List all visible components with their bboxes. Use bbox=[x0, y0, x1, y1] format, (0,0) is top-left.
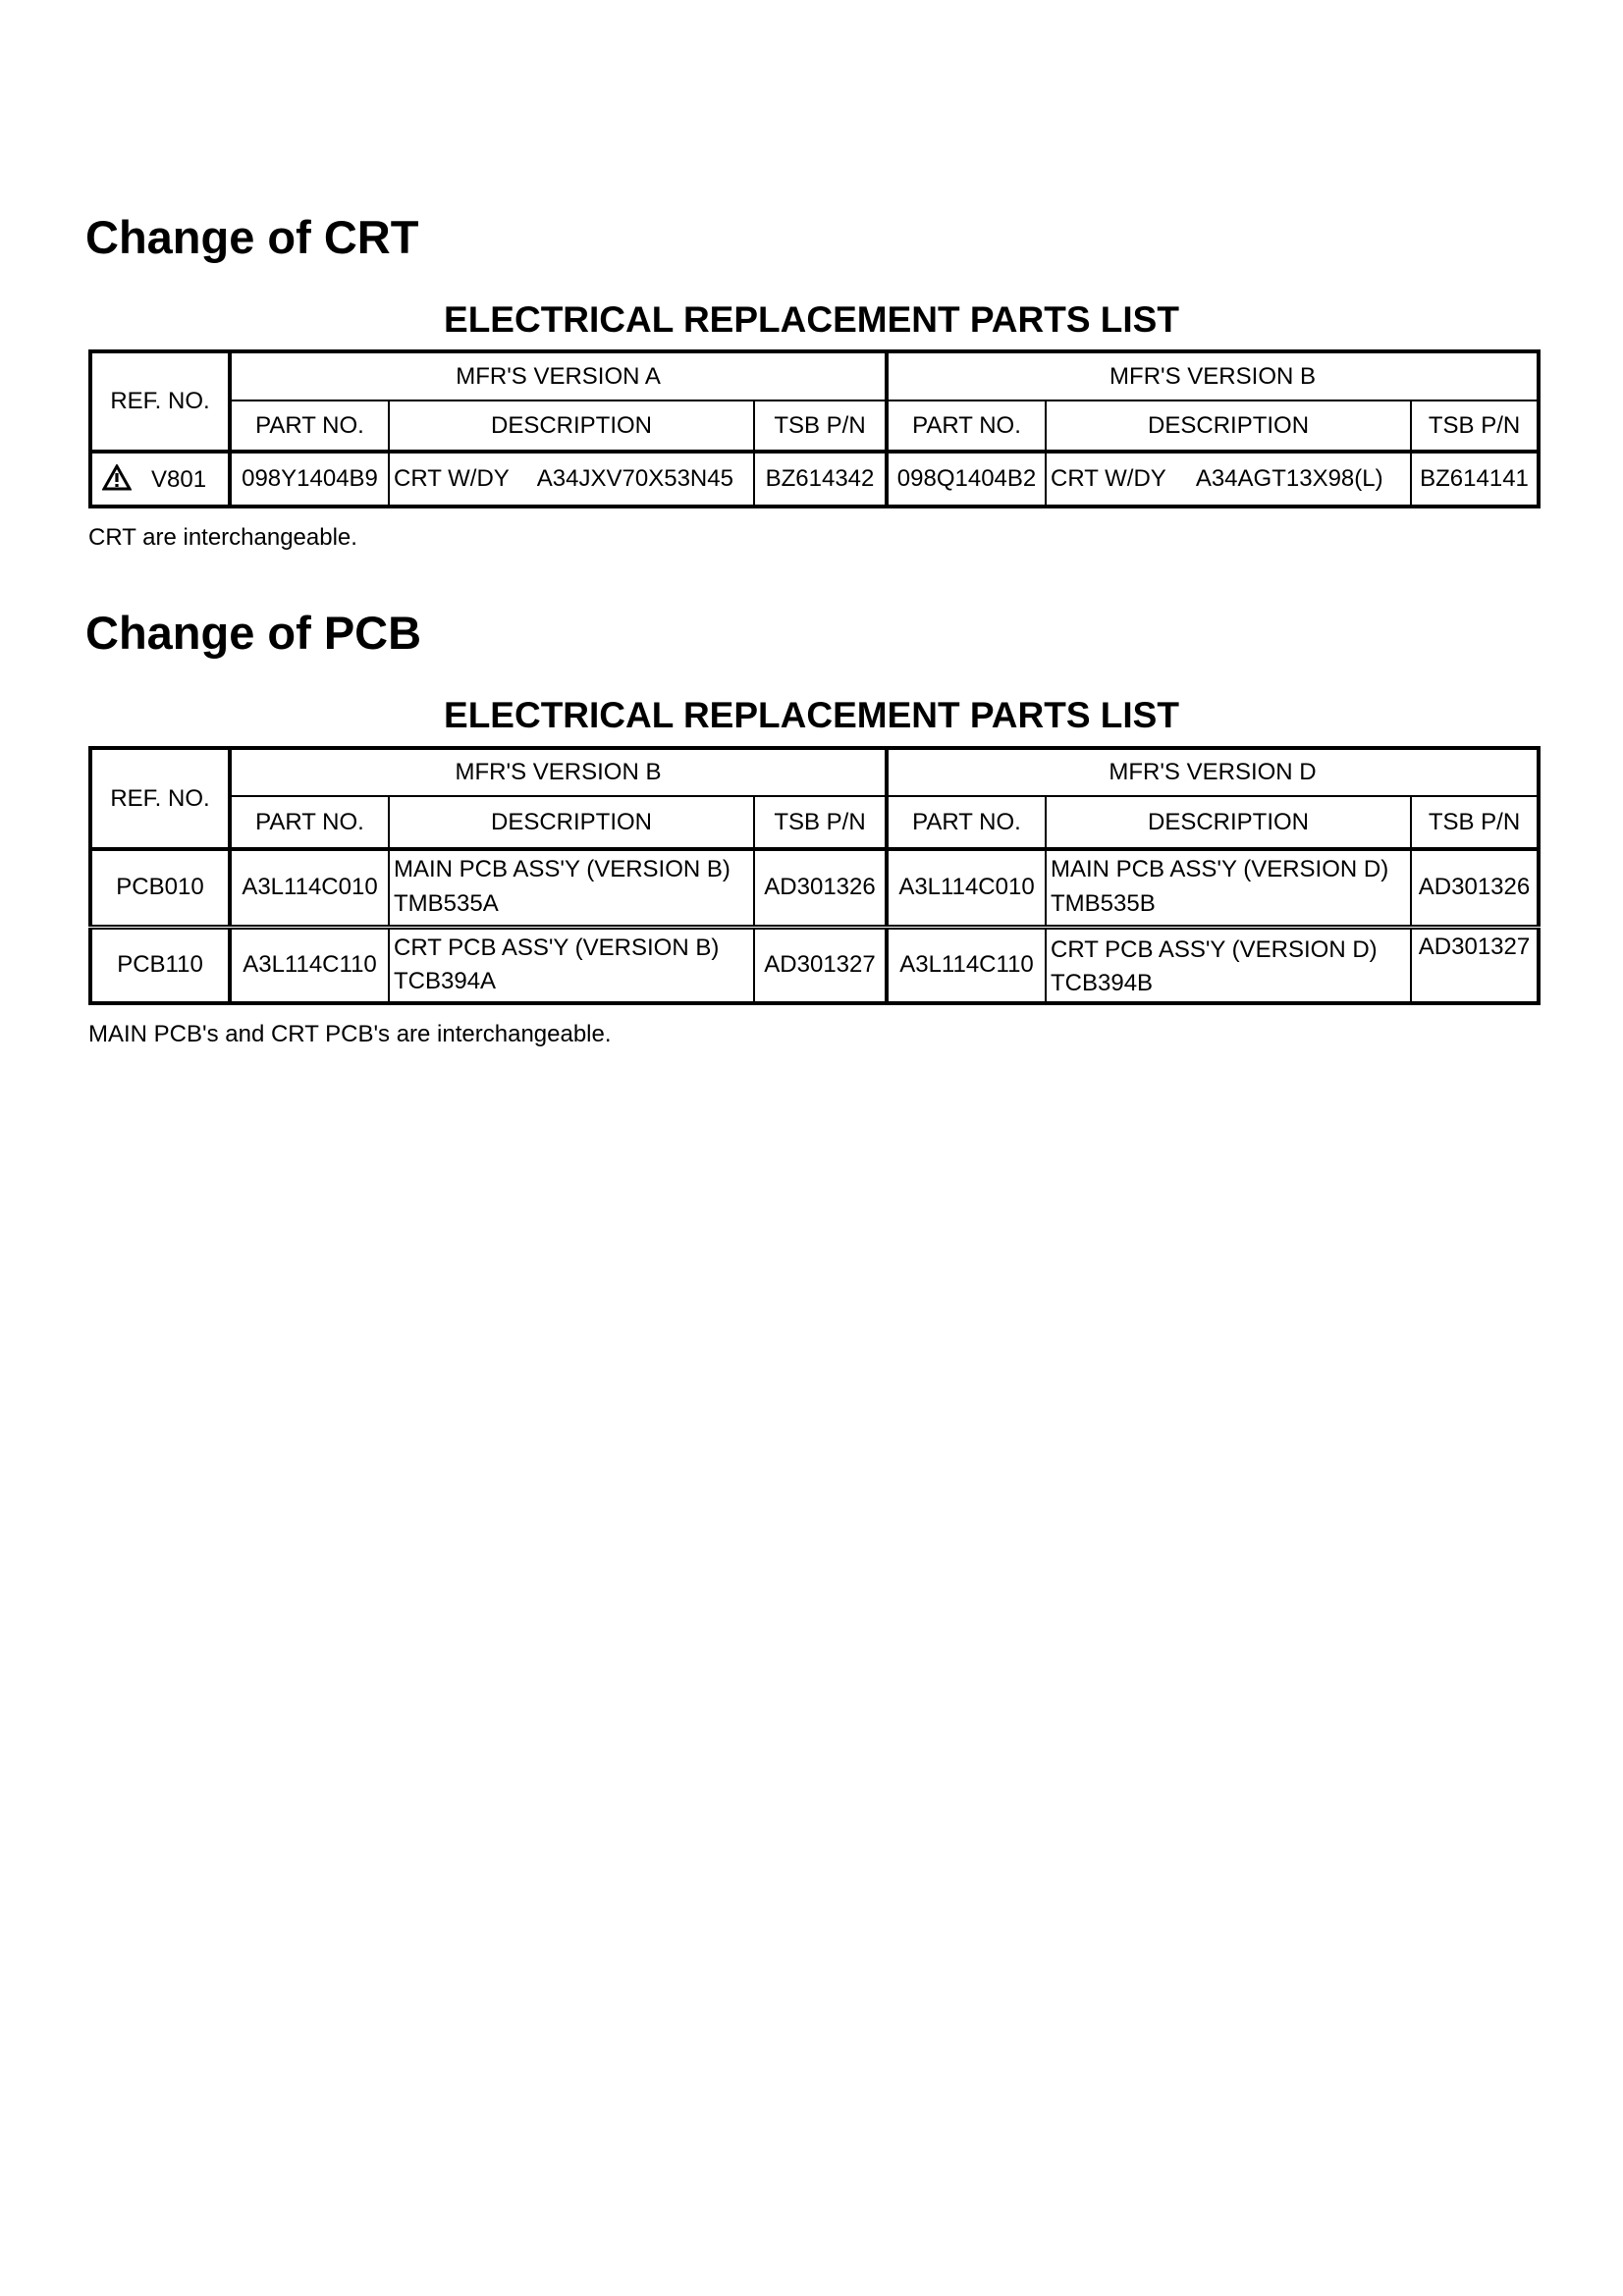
pcb-row2-left-tsb: AD301327 bbox=[754, 927, 887, 1003]
pcb-row1-right-desc-line1: MAIN PCB ASS'Y (VERSION D) bbox=[1051, 856, 1389, 883]
pcb-left-part-no-header: PART NO. bbox=[230, 796, 389, 849]
crt-left-desc-text: CRT W/DY bbox=[394, 465, 510, 492]
pcb-row2-left-desc-line2: TCB394A bbox=[394, 968, 497, 995]
crt-right-tsb: BZ614141 bbox=[1411, 452, 1539, 507]
crt-left-model: A34JXV70X53N45 bbox=[536, 465, 733, 492]
pcb-left-description-header: DESCRIPTION bbox=[389, 796, 754, 849]
crt-right-tsb-header: TSB P/N bbox=[1411, 400, 1539, 452]
pcb-version-left-header: MFR'S VERSION B bbox=[230, 748, 887, 796]
pcb-section-heading: Change of PCB bbox=[85, 607, 422, 659]
pcb-row2-right-description bbox=[1046, 927, 1411, 1003]
pcb-row2-right-desc-line1: CRT PCB ASS'Y (VERSION D) bbox=[1051, 935, 1378, 963]
pcb-row2-left-desc-line1: CRT PCB ASS'Y (VERSION B) bbox=[394, 934, 720, 961]
table-row bbox=[90, 849, 1539, 927]
pcb-row2-right-desc-line2: TCB394B bbox=[1051, 970, 1154, 997]
crt-ref-no-header: REF. NO. bbox=[90, 351, 230, 452]
pcb-version-right-header: MFR'S VERSION D bbox=[887, 748, 1539, 796]
table-row bbox=[90, 927, 1539, 1003]
pcb-parts-table bbox=[88, 746, 1541, 1005]
pcb-row2-left-description bbox=[389, 927, 754, 1003]
pcb-row1-right-tsb: AD301326 bbox=[1411, 849, 1539, 927]
pcb-row1-ref: PCB010 bbox=[90, 849, 230, 927]
pcb-right-part-no-header: PART NO. bbox=[887, 796, 1046, 849]
pcb-row1-left-desc-line1: MAIN PCB ASS'Y (VERSION B) bbox=[394, 856, 730, 883]
pcb-parts-list-title: ELECTRICAL REPLACEMENT PARTS LIST bbox=[444, 695, 1179, 735]
pcb-row2-right-part-no: A3L114C110 bbox=[887, 927, 1046, 1003]
crt-left-part-no: 098Y1404B9 bbox=[230, 452, 389, 507]
warning-triangle-icon bbox=[102, 464, 132, 491]
pcb-right-description-header: DESCRIPTION bbox=[1046, 796, 1411, 849]
pcb-ref-no-header: REF. NO. bbox=[90, 748, 230, 849]
crt-parts-table bbox=[88, 349, 1541, 508]
crt-left-description bbox=[389, 452, 754, 507]
pcb-row1-left-desc-line2: TMB535A bbox=[394, 890, 499, 918]
crt-left-description-header: DESCRIPTION bbox=[389, 400, 754, 452]
pcb-right-tsb-header: TSB P/N bbox=[1411, 796, 1539, 849]
crt-right-part-no: 098Q1404B2 bbox=[887, 452, 1046, 507]
pcb-row1-left-description bbox=[389, 849, 754, 927]
pcb-row1-left-part-no: A3L114C010 bbox=[230, 849, 389, 927]
crt-parts-list-title: ELECTRICAL REPLACEMENT PARTS LIST bbox=[444, 299, 1179, 340]
crt-note: CRT are interchangeable. bbox=[88, 524, 357, 551]
crt-version-left-header: MFR'S VERSION A bbox=[230, 351, 887, 400]
crt-version-right-header: MFR'S VERSION B bbox=[887, 351, 1539, 400]
pcb-row2-left-part-no: A3L114C110 bbox=[230, 927, 389, 1003]
crt-left-tsb: BZ614342 bbox=[754, 452, 887, 507]
crt-left-part-no-header: PART NO. bbox=[230, 400, 389, 452]
pcb-row1-right-desc-line2: TMB535B bbox=[1051, 890, 1156, 918]
crt-right-part-no-header: PART NO. bbox=[887, 400, 1046, 452]
crt-right-description bbox=[1046, 452, 1411, 507]
crt-right-model: A34AGT13X98(L) bbox=[1195, 465, 1383, 492]
crt-ref-cell bbox=[90, 452, 230, 507]
table-row bbox=[90, 452, 1539, 507]
pcb-note: MAIN PCB's and CRT PCB's are interchangeable. bbox=[88, 1021, 612, 1047]
pcb-row1-right-description bbox=[1046, 849, 1411, 927]
crt-left-tsb-header: TSB P/N bbox=[754, 400, 887, 452]
pcb-row1-right-part-no: A3L114C010 bbox=[887, 849, 1046, 927]
pcb-row2-right-tsb: AD301327 bbox=[1411, 927, 1539, 1003]
crt-section-heading: Change of CRT bbox=[85, 211, 419, 263]
pcb-row1-left-tsb: AD301326 bbox=[754, 849, 887, 927]
pcb-row2-ref: PCB110 bbox=[90, 927, 230, 1003]
crt-right-description-header: DESCRIPTION bbox=[1046, 400, 1411, 452]
crt-right-desc-text: CRT W/DY bbox=[1051, 465, 1166, 492]
crt-ref-value: V801 bbox=[151, 466, 207, 493]
pcb-left-tsb-header: TSB P/N bbox=[754, 796, 887, 849]
